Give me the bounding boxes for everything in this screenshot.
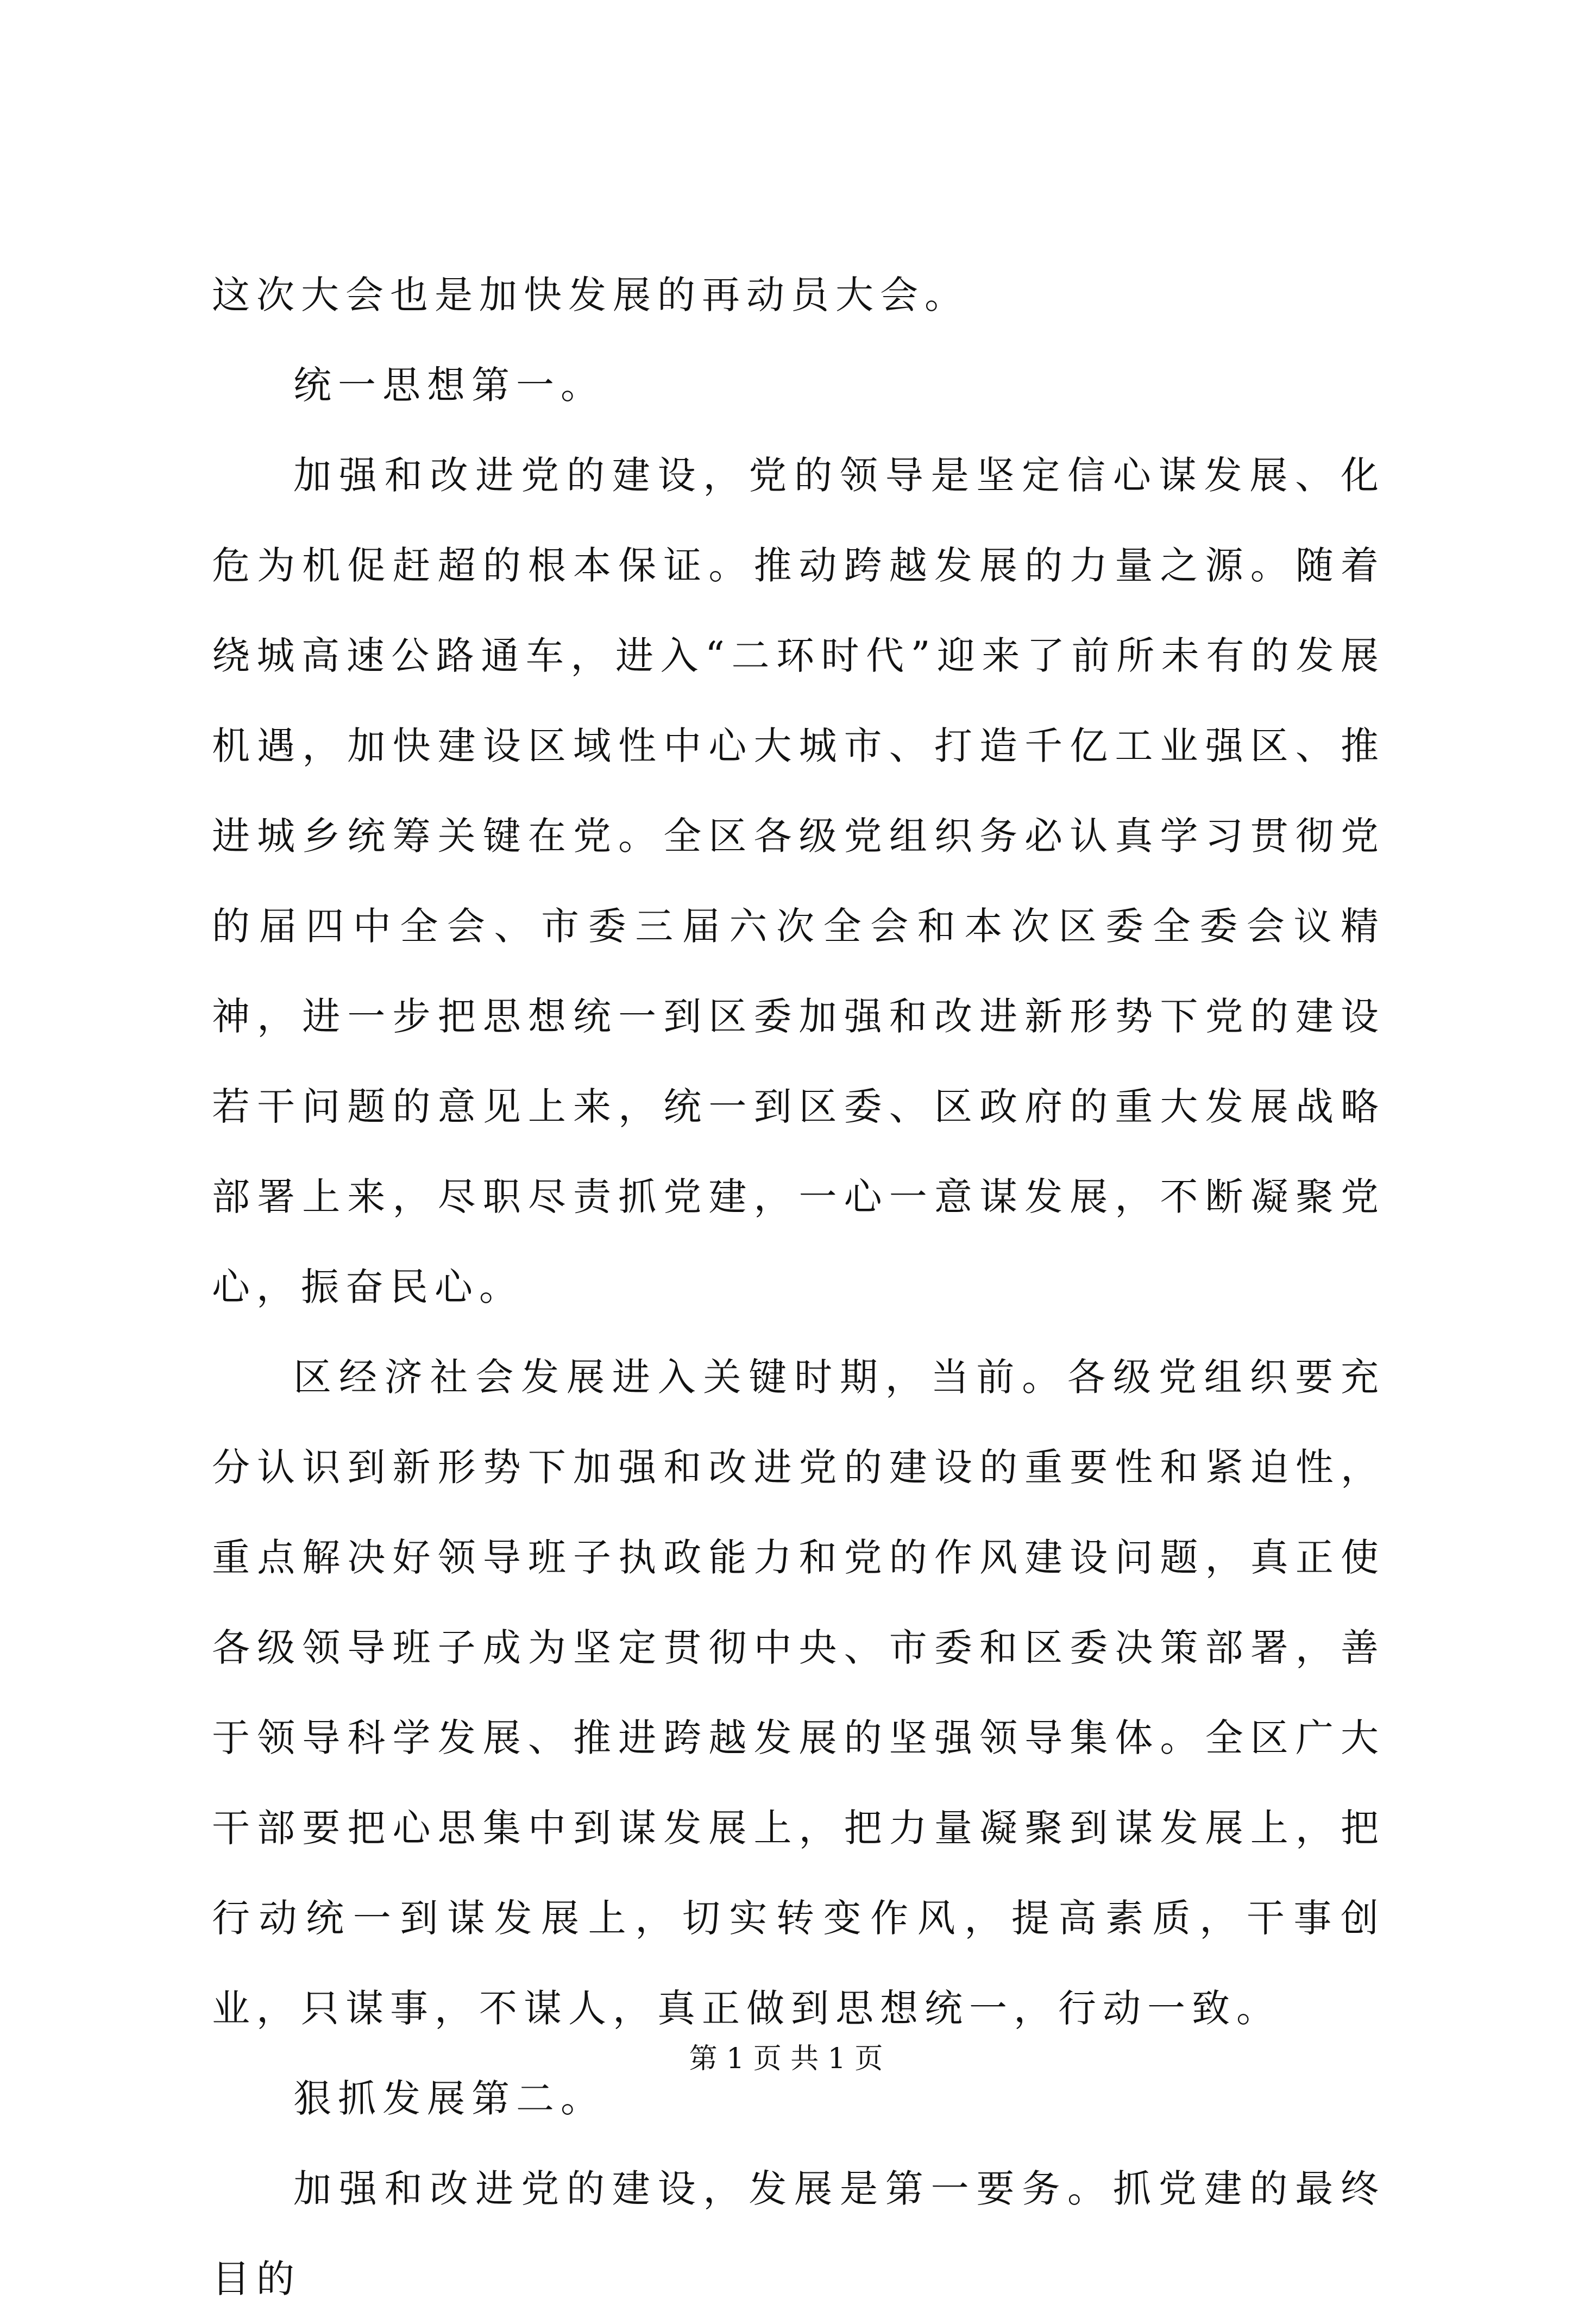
- page-footer: 第 1 页 共 1 页: [689, 2043, 883, 2075]
- document-body: [212, 250, 1385, 2324]
- paragraph-economic-development: 区经济社会发展进入关键时期，当前。各级党组织要充分认识到新形势下加强和改进党的建设的重要性和紧迫性，重点解决好领导班子执政能力和党的作风建设问题，真正使各级领导班子成为坚定贯彻中央、市委和区委决策部署，善于领导科学发展、推进跨越发展的坚强领导集体。全区广大干部要把心思集中到谋发展上，把力量凝聚到谋发展上，把行动统一到谋发展上，切实转变作风，提高素质，干事创业，只谋事，不谋人，真正做到思想统一，行动一致。: [212, 1355, 1385, 2031]
- paragraph-development-priority: 加强和改进党的建设，发展是第一要务。抓党建的最终目的: [212, 2166, 1385, 2301]
- paragraph-continuation: 这次大会也是加快发展的再动员大会。: [212, 273, 969, 317]
- section-heading-focus-development: 狠抓发展第二。: [293, 2076, 605, 2121]
- section-heading-unify-thought: 统一思想第一。: [293, 363, 605, 407]
- paragraph-party-building: 加强和改进党的建设，党的领导是坚定信心谋发展、化危为机促赶超的根本保证。推动跨越发展的力量之源。随着绕城高速公路通车，进入“二环时代”迎来了前所未有的发展机遇，加快建设区域性中心大城市、打造千亿工业强区、推进城乡统筹关键在党。全区各级党组织务必认真学习贯彻党的届四中全会、市委三届六次全会和本次区委全委会议精神，进一步把思想统一到区委加强和改进新形势下党的建设若干问题的意见上来，统一到区委、区政府的重大发展战略部署上来，尽职尽责抓党建，一心一意谋发展，不断凝聚党心，振奋民心。: [212, 453, 1385, 1309]
